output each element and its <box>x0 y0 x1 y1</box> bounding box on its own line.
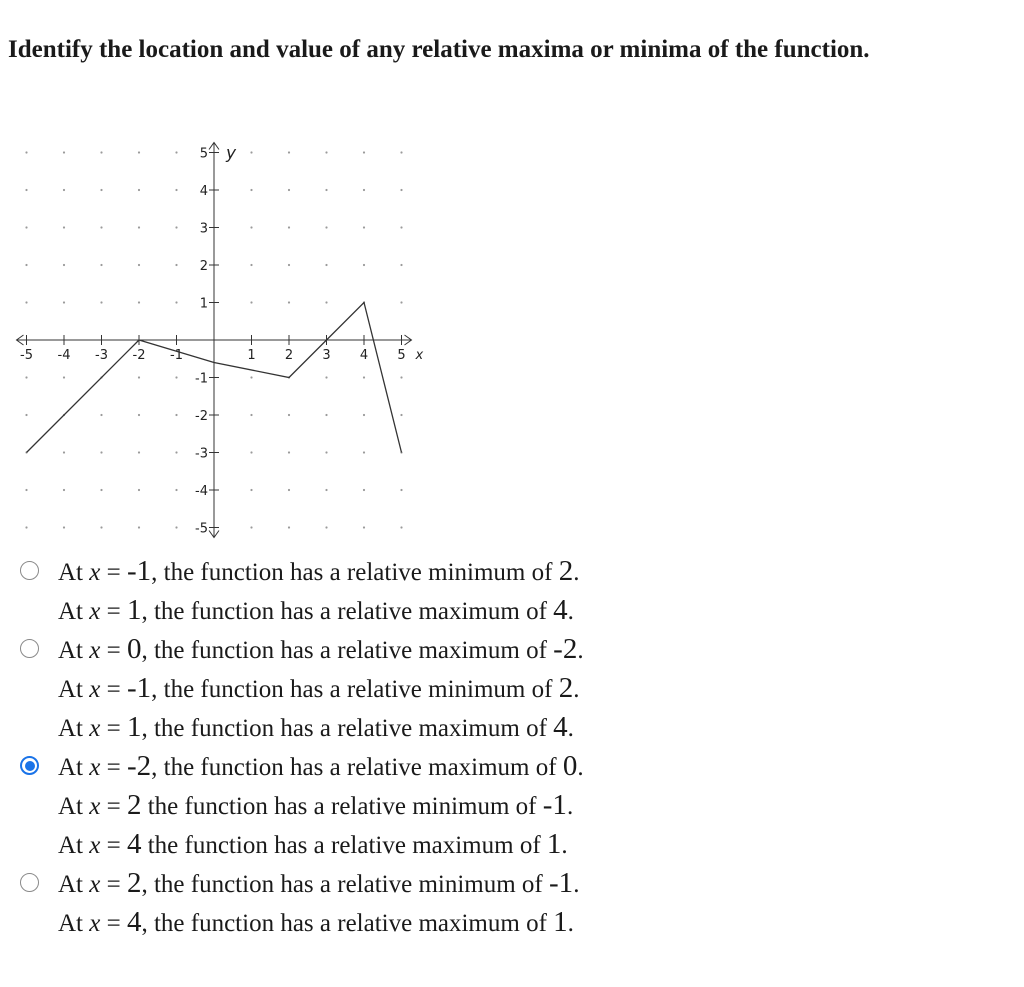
grid-dot <box>400 489 402 491</box>
option-end: . <box>573 676 580 703</box>
grid-dot <box>138 301 140 303</box>
grid-dot <box>400 301 402 303</box>
option-value: 1 <box>546 828 562 860</box>
grid-dot <box>63 151 65 153</box>
function-graph <box>0 128 440 548</box>
option-value: 1 <box>553 906 568 938</box>
x-tick-label: 1 <box>247 348 256 363</box>
grid-dot <box>25 489 27 491</box>
answer-option-3[interactable] <box>0 747 1000 864</box>
grid-dot <box>400 264 402 266</box>
option-prefix: At <box>58 754 90 781</box>
grid-dot <box>175 414 177 416</box>
grid-dot <box>175 264 177 266</box>
grid-dot <box>400 526 402 528</box>
option-mid: , the function has a relative minimum of <box>151 676 559 703</box>
option-x-value: -1 <box>126 672 152 704</box>
grid-dot <box>288 226 290 228</box>
option-value: -1 <box>542 789 567 821</box>
grid-dot <box>100 301 102 303</box>
grid-dot <box>400 226 402 228</box>
grid-dot <box>25 526 27 528</box>
grid-dot <box>63 526 65 528</box>
option-value: 0 <box>562 750 578 782</box>
radio-button[interactable] <box>20 639 39 658</box>
x-tick-label: 4 <box>359 348 369 363</box>
option-end: . <box>577 754 584 781</box>
grid-dot <box>63 376 65 378</box>
grid-dot <box>288 451 290 453</box>
grid-dot <box>100 451 102 453</box>
option-prefix: At <box>58 910 90 937</box>
grid-dot <box>138 526 140 528</box>
option-line <box>0 552 1000 591</box>
option-x-value: 2 <box>126 789 142 821</box>
option-var: x <box>89 637 101 664</box>
option-end: . <box>567 598 574 625</box>
option-x-value: 0 <box>126 633 142 665</box>
grid-dot <box>325 451 327 453</box>
grid-dot <box>25 226 27 228</box>
option-eq: = <box>100 559 127 586</box>
option-value: 2 <box>558 672 574 704</box>
grid-dot <box>138 414 140 416</box>
option-var: x <box>89 910 101 937</box>
grid-dot <box>363 264 365 266</box>
grid-dot <box>250 189 252 191</box>
grid-dot <box>325 301 327 303</box>
grid-dot <box>325 489 327 491</box>
option-prefix: At <box>58 715 90 742</box>
option-value: -2 <box>553 633 578 665</box>
y-tick-label: 1 <box>199 296 208 312</box>
option-eq: = <box>100 598 127 625</box>
grid-dot <box>63 189 65 191</box>
x-tick-label: -4 <box>57 348 71 363</box>
grid-dot <box>138 226 140 228</box>
option-line <box>0 825 1000 864</box>
option-line <box>0 630 1000 669</box>
grid-dot <box>63 489 65 491</box>
x-tick-label: 5 <box>397 348 406 363</box>
grid-dot <box>100 489 102 491</box>
x-tick-label: -1 <box>170 348 183 363</box>
y-axis-label: y <box>226 143 237 164</box>
option-eq: = <box>100 637 127 664</box>
grid-dot <box>325 526 327 528</box>
option-eq: = <box>100 871 127 898</box>
option-eq: = <box>100 715 127 742</box>
option-mid: , the function has a relative maximum of <box>151 754 563 781</box>
option-value: -1 <box>549 867 574 899</box>
option-eq: = <box>100 910 127 937</box>
option-mid: , the function has a relative maximum of <box>141 715 554 742</box>
grid-dot <box>325 376 327 378</box>
option-var: x <box>89 832 101 859</box>
option-eq: = <box>100 754 127 781</box>
grid-dot <box>175 189 177 191</box>
grid-dot <box>250 226 252 228</box>
grid-dot <box>175 301 177 303</box>
option-end: . <box>567 715 574 742</box>
grid-dot <box>250 376 252 378</box>
grid-dot <box>25 376 27 378</box>
y-tick-label: 5 <box>199 146 208 162</box>
option-var: x <box>89 559 101 586</box>
option-prefix: At <box>58 637 90 664</box>
grid-dot <box>138 376 140 378</box>
option-mid: , the function has a relative minimum of <box>151 559 559 586</box>
option-x-value: 4 <box>126 906 142 938</box>
radio-button[interactable] <box>20 561 39 580</box>
option-line <box>0 903 1000 942</box>
option-prefix: At <box>58 676 90 703</box>
x-tick-label: -3 <box>95 348 108 363</box>
option-x-value: 4 <box>126 828 142 860</box>
option-prefix: At <box>58 598 90 625</box>
grid-dot <box>100 264 102 266</box>
option-mid: the function has a relative maximum of <box>141 832 547 859</box>
grid-dot <box>288 414 290 416</box>
grid-dot <box>325 151 327 153</box>
grid-dot <box>250 151 252 153</box>
grid-dot <box>100 151 102 153</box>
grid-dot <box>250 264 252 266</box>
answer-option-1[interactable] <box>0 552 1000 630</box>
grid-dot <box>100 414 102 416</box>
grid-dot <box>325 226 327 228</box>
option-prefix: At <box>58 871 90 898</box>
grid-dot <box>400 414 402 416</box>
radio-button[interactable] <box>20 756 39 775</box>
option-x-value: -2 <box>126 750 152 782</box>
option-end: . <box>573 559 580 586</box>
option-prefix: At <box>58 793 90 820</box>
grid-dot <box>325 264 327 266</box>
grid-dot <box>175 226 177 228</box>
option-end: . <box>577 637 584 664</box>
grid-dot <box>288 301 290 303</box>
option-mid: the function has a relative minimum of <box>141 793 543 820</box>
option-end: . <box>567 910 574 937</box>
grid-dot <box>175 376 177 378</box>
grid-dot <box>250 489 252 491</box>
option-prefix: At <box>58 559 90 586</box>
grid-dot <box>288 264 290 266</box>
option-prefix: At <box>58 832 90 859</box>
option-var: x <box>89 715 101 742</box>
grid-dot <box>138 489 140 491</box>
radio-button[interactable] <box>20 873 39 892</box>
y-tick-label: -5 <box>195 521 208 537</box>
grid-dot <box>250 451 252 453</box>
option-line <box>0 669 1000 708</box>
grid-dot <box>363 151 365 153</box>
grid-dot <box>138 189 140 191</box>
grid-dot <box>63 301 65 303</box>
option-var: x <box>89 676 101 703</box>
grid-dot <box>400 376 402 378</box>
option-line <box>0 786 1000 825</box>
option-mid: , the function has a relative maximum of <box>141 637 554 664</box>
x-axis-label: x <box>415 348 424 363</box>
option-line <box>0 864 1000 903</box>
option-x-value: 2 <box>126 867 142 899</box>
grid-dot <box>288 526 290 528</box>
grid-dot <box>138 451 140 453</box>
option-x-value: 1 <box>126 711 142 743</box>
option-eq: = <box>100 676 127 703</box>
option-line <box>0 591 1000 630</box>
x-tick-label: -2 <box>132 348 146 363</box>
grid-dot <box>25 414 27 416</box>
grid-dot <box>400 189 402 191</box>
option-var: x <box>89 871 101 898</box>
x-tick-label: 3 <box>322 348 331 363</box>
grid-dot <box>250 414 252 416</box>
option-x-value: -1 <box>126 555 152 587</box>
answer-option-4[interactable] <box>0 864 1000 942</box>
option-var: x <box>89 793 101 820</box>
option-mid: , the function has a relative maximum of <box>141 598 554 625</box>
y-tick-label: -2 <box>195 409 208 424</box>
option-mid: , the function has a relative maximum of <box>141 910 554 937</box>
option-end: . <box>566 793 574 820</box>
grid-dot <box>250 526 252 528</box>
grid-dot <box>100 189 102 191</box>
grid-dot <box>25 189 27 191</box>
option-var: x <box>89 754 101 781</box>
grid-dot <box>325 189 327 191</box>
grid-dot <box>363 451 365 453</box>
grid-dot <box>175 489 177 491</box>
option-end: . <box>573 871 580 898</box>
grid-dot <box>63 451 65 453</box>
grid-dot <box>63 226 65 228</box>
grid-dot <box>363 226 365 228</box>
grid-dot <box>363 376 365 378</box>
grid-dot <box>25 151 27 153</box>
x-tick-label: -5 <box>20 348 33 363</box>
grid-dot <box>400 151 402 153</box>
option-end: . <box>561 832 568 859</box>
grid-dot <box>175 451 177 453</box>
grid-dot <box>25 301 27 303</box>
grid-dot <box>138 151 140 153</box>
y-tick-label: -4 <box>195 484 208 499</box>
grid-dot <box>363 489 365 491</box>
grid-dot <box>25 264 27 266</box>
y-tick-label: 2 <box>199 259 208 274</box>
grid-dot <box>363 414 365 416</box>
grid-dot <box>363 189 365 191</box>
x-tick-label: 2 <box>284 348 294 363</box>
grid-dot <box>63 264 65 266</box>
option-eq: = <box>100 832 127 859</box>
grid-dot <box>325 414 327 416</box>
grid-dot <box>363 526 365 528</box>
grid-dot <box>100 526 102 528</box>
grid-dot <box>250 301 252 303</box>
y-tick-label: -3 <box>195 446 208 462</box>
y-tick-label: 3 <box>199 221 208 237</box>
option-value: 2 <box>558 555 574 587</box>
option-var: x <box>89 598 101 625</box>
grid-dot <box>288 151 290 153</box>
option-x-value: 1 <box>126 594 142 626</box>
option-eq: = <box>100 793 127 820</box>
option-value: 4 <box>553 711 568 743</box>
grid-dot <box>100 226 102 228</box>
grid-dot <box>288 189 290 191</box>
y-tick-label: -1 <box>195 371 208 387</box>
grid-dot <box>138 264 140 266</box>
answer-options <box>0 552 1000 942</box>
grid-dot <box>288 489 290 491</box>
option-value: 4 <box>553 594 568 626</box>
question-text: Identify the location and value of any relative maxima or minima of the function. <box>8 36 870 63</box>
grid-dot <box>175 151 177 153</box>
answer-option-2[interactable] <box>0 630 1000 747</box>
option-line <box>0 708 1000 747</box>
grid-dot <box>175 526 177 528</box>
option-mid: , the function has a relative minimum of <box>141 871 550 898</box>
y-tick-label: 4 <box>199 184 208 199</box>
option-line <box>0 747 1000 786</box>
